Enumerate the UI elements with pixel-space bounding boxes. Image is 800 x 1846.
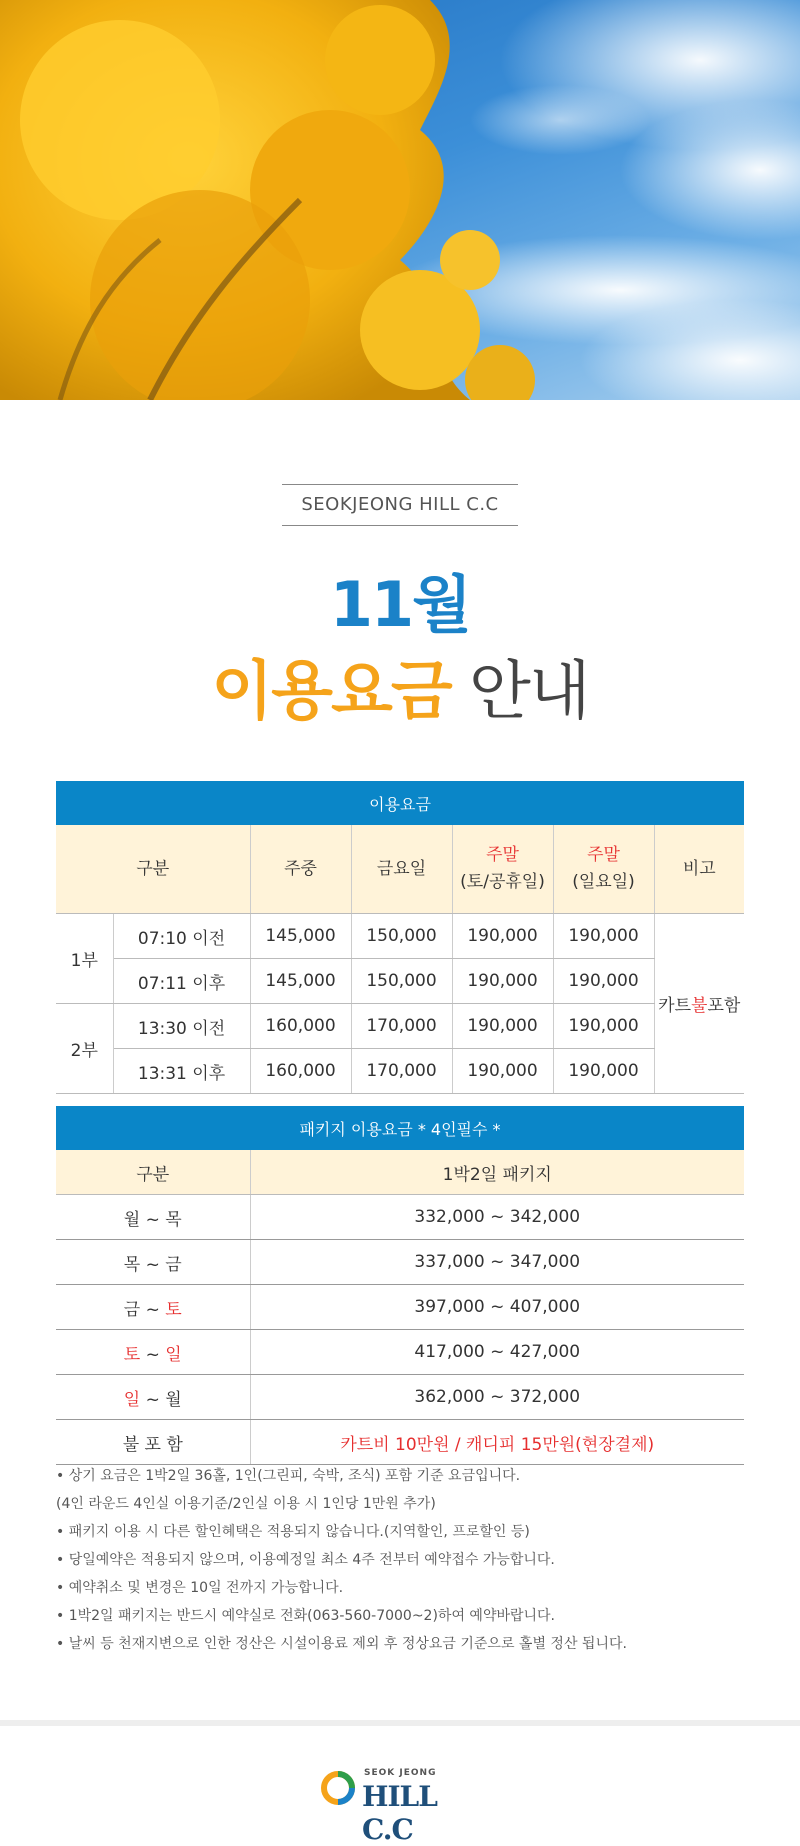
day-sep: ~ bbox=[140, 1389, 166, 1410]
notes-list bbox=[56, 1462, 756, 1658]
price-cell: 190,000 bbox=[452, 914, 553, 959]
fee-table bbox=[56, 781, 744, 1094]
price-cell: 190,000 bbox=[553, 914, 654, 959]
day-sep: ~ bbox=[140, 1299, 166, 1320]
table-row bbox=[56, 914, 744, 959]
excluded-label: 불 포 함 bbox=[56, 1420, 250, 1465]
header-category: 구분 bbox=[56, 1150, 250, 1195]
header-weekend-label: 주말 bbox=[587, 845, 620, 865]
price-cell: 160,000 bbox=[250, 1004, 351, 1049]
table-row bbox=[56, 1330, 744, 1375]
price-cell: 170,000 bbox=[351, 1049, 452, 1094]
price-cell: 170,000 bbox=[351, 1004, 452, 1049]
price-cell: 190,000 bbox=[452, 1004, 553, 1049]
header-weekend-sat bbox=[452, 825, 553, 914]
day-start: 월 bbox=[123, 1209, 141, 1230]
brand-line: SEOKJEONG HILL C.C bbox=[282, 484, 518, 526]
note-item: • 날씨 등 천재지변으로 인한 정산은 시설이용료 제외 후 정상요금 기준으로 홀별 정산 됩니다. bbox=[56, 1636, 627, 1652]
header-weekend-sub: (토/공휴일) bbox=[460, 872, 545, 892]
price-cell: 190,000 bbox=[452, 1049, 553, 1094]
day-sep: ~ bbox=[140, 1344, 166, 1365]
day-end: 금 bbox=[165, 1254, 182, 1275]
logo bbox=[320, 1766, 490, 1846]
title-rest: 안내 bbox=[450, 655, 589, 729]
package-table-caption: 패키지 이용요금 * 4인필수 * bbox=[56, 1106, 744, 1150]
time-cell: 07:11 이후 bbox=[113, 959, 250, 1004]
table-row bbox=[56, 1375, 744, 1420]
note-item: • 1박2일 패키지는 반드시 예약실로 전화(063-560-7000~2)하여 예약바랍니다. bbox=[56, 1608, 556, 1624]
logo-name: HILL C.C bbox=[362, 1780, 437, 1846]
day-range-cell bbox=[56, 1240, 250, 1285]
package-price-cell: 337,000 ~ 347,000 bbox=[250, 1240, 744, 1285]
note-item: (4인 라운드 4인실 이용기준/2인실 이용 시 1인당 1만원 추가) bbox=[56, 1496, 436, 1512]
package-price-cell: 397,000 ~ 407,000 bbox=[250, 1285, 744, 1330]
excluded-value: 카트비 10만원 / 캐디피 15만원(현장결제) bbox=[250, 1420, 744, 1465]
group-label: 2부 bbox=[56, 1004, 113, 1094]
day-range-cell bbox=[56, 1285, 250, 1330]
logo-sub: SEOK JEONG bbox=[364, 1768, 437, 1778]
table-row bbox=[56, 1285, 744, 1330]
table-row bbox=[56, 1240, 744, 1285]
hero-image bbox=[0, 0, 800, 400]
page-title bbox=[0, 640, 800, 732]
note-item: • 예약취소 및 변경은 10일 전까지 가능합니다. bbox=[56, 1580, 344, 1596]
note-red: 불 bbox=[691, 996, 708, 1016]
table-row bbox=[56, 1195, 744, 1240]
note-cell bbox=[654, 914, 744, 1094]
day-start: 일 bbox=[123, 1389, 141, 1410]
note-prefix: 카트 bbox=[658, 996, 692, 1016]
price-cell: 160,000 bbox=[250, 1049, 351, 1094]
header-weekend-sub: (일요일) bbox=[572, 872, 635, 892]
day-end: 월 bbox=[165, 1389, 182, 1410]
price-cell: 150,000 bbox=[351, 914, 452, 959]
package-price-cell: 332,000 ~ 342,000 bbox=[250, 1195, 744, 1240]
title-month: 11월 bbox=[329, 568, 471, 641]
package-table bbox=[56, 1106, 744, 1465]
day-start: 금 bbox=[123, 1299, 141, 1320]
day-start: 토 bbox=[123, 1344, 141, 1365]
day-range-cell bbox=[56, 1195, 250, 1240]
price-cell: 190,000 bbox=[553, 1049, 654, 1094]
price-cell: 190,000 bbox=[452, 959, 553, 1004]
price-cell: 145,000 bbox=[250, 914, 351, 959]
note-item: • 패키지 이용 시 다른 할인혜택은 적용되지 않습니다.(지역할인, 프로할인 등) bbox=[56, 1524, 530, 1540]
day-end: 목 bbox=[165, 1209, 182, 1230]
day-range-cell bbox=[56, 1375, 250, 1420]
day-sep: ~ bbox=[140, 1254, 166, 1275]
group-label: 1부 bbox=[56, 914, 113, 1004]
price-cell: 190,000 bbox=[553, 1004, 654, 1049]
table-row bbox=[56, 1420, 744, 1465]
day-sep: ~ bbox=[140, 1209, 166, 1230]
logo-ring-icon bbox=[320, 1770, 356, 1806]
package-price-cell: 417,000 ~ 427,000 bbox=[250, 1330, 744, 1375]
header-note: 비고 bbox=[654, 825, 744, 914]
header-weekend-label: 주말 bbox=[486, 845, 519, 865]
fee-table-caption: 이용요금 bbox=[56, 781, 744, 825]
day-end: 토 bbox=[165, 1299, 182, 1320]
header-category: 구분 bbox=[56, 825, 250, 914]
ginkgo-sky-illustration bbox=[0, 0, 800, 400]
header-friday: 금요일 bbox=[351, 825, 452, 914]
price-cell: 145,000 bbox=[250, 959, 351, 1004]
price-cell: 150,000 bbox=[351, 959, 452, 1004]
table-row bbox=[56, 1004, 744, 1049]
note-item: • 상기 요금은 1박2일 36홀, 1인(그린피, 숙박, 조식) 포함 기준 요금입니다. bbox=[56, 1468, 521, 1484]
package-price-cell: 362,000 ~ 372,000 bbox=[250, 1375, 744, 1420]
header-weekend-sun bbox=[553, 825, 654, 914]
title-highlight: 이용요금 bbox=[211, 655, 451, 729]
header-weekday: 주중 bbox=[250, 825, 351, 914]
price-cell: 190,000 bbox=[553, 959, 654, 1004]
day-start: 목 bbox=[123, 1254, 141, 1275]
time-cell: 13:31 이후 bbox=[113, 1049, 250, 1094]
footer bbox=[0, 1720, 800, 1846]
table-row bbox=[56, 1049, 744, 1094]
day-end: 일 bbox=[165, 1344, 182, 1365]
time-cell: 07:10 이전 bbox=[113, 914, 250, 959]
table-row bbox=[56, 959, 744, 1004]
header-package: 1박2일 패키지 bbox=[250, 1150, 744, 1195]
day-range-cell bbox=[56, 1330, 250, 1375]
note-item: • 당일예약은 적용되지 않으며, 이용예정일 최소 4주 전부터 예약접수 가능합니다. bbox=[56, 1552, 555, 1568]
note-suffix: 포함 bbox=[707, 996, 741, 1016]
time-cell: 13:30 이전 bbox=[113, 1004, 250, 1049]
